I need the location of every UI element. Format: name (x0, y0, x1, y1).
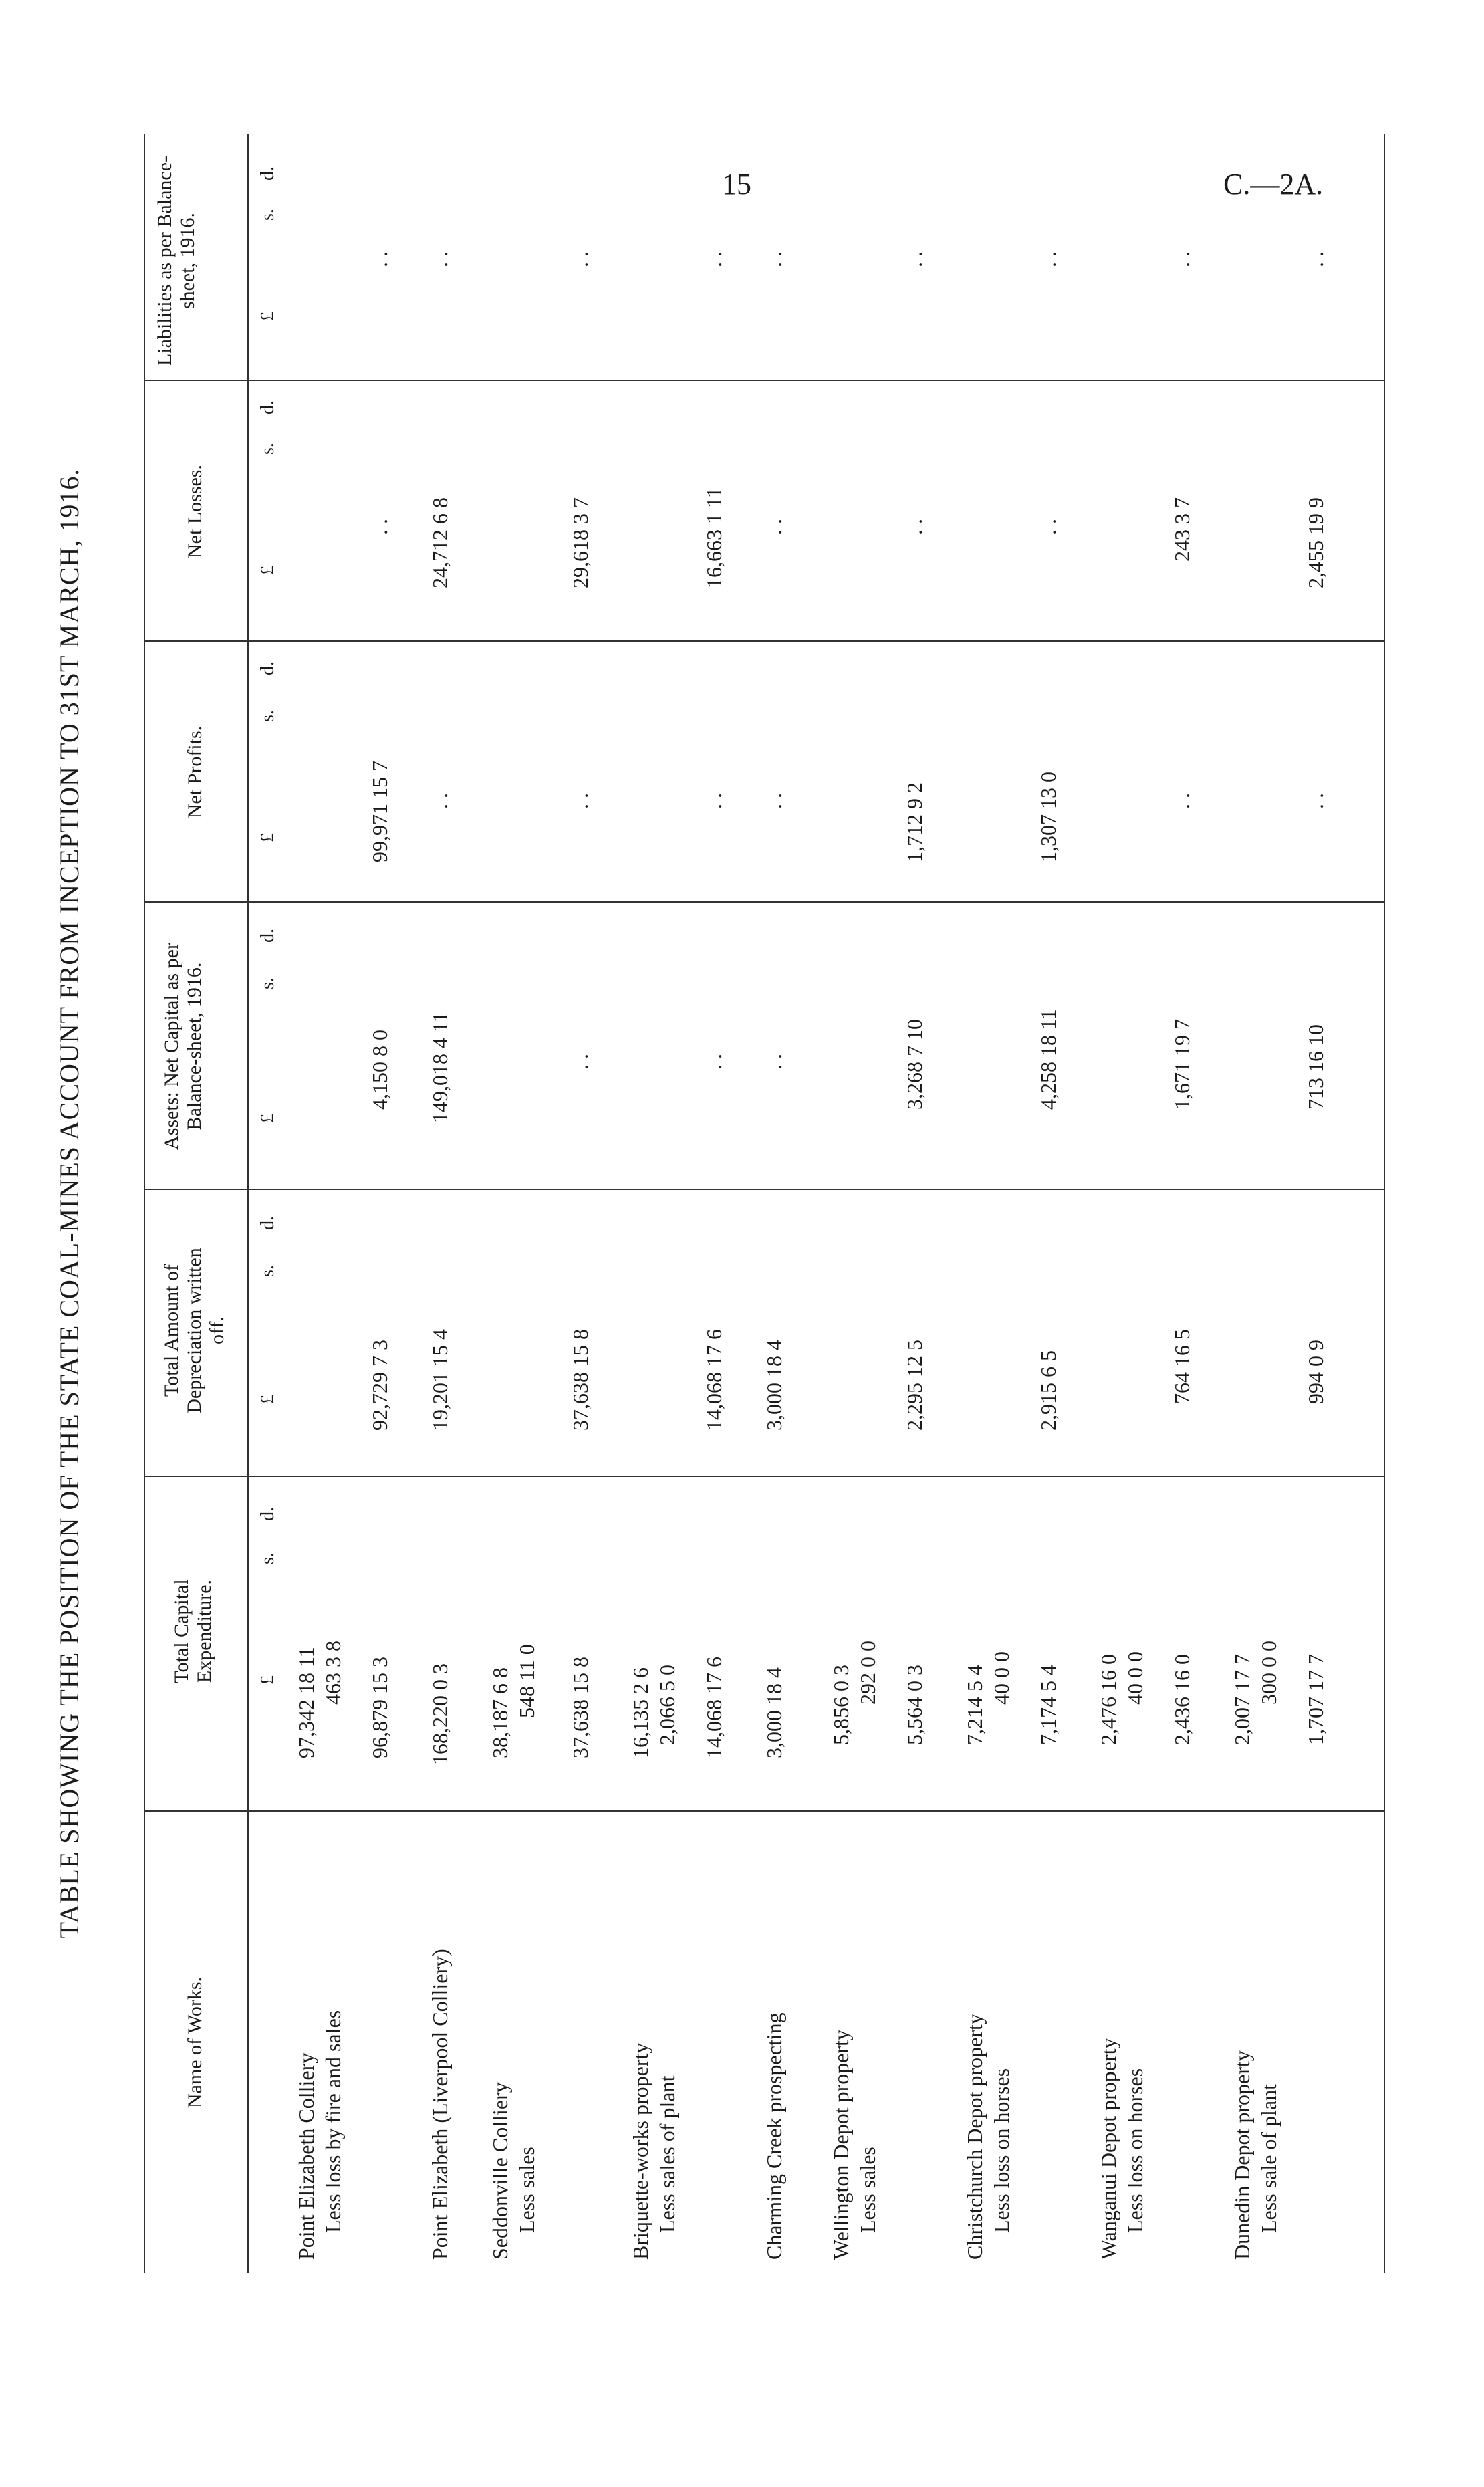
col-sep-3 (144, 1189, 1384, 1191)
cap-line1: 168,220 0 3 (428, 1663, 452, 1765)
unit-pence: d. (257, 1507, 278, 1521)
col-sep-1 (144, 1811, 1384, 1812)
profit-value: . . (1304, 793, 1328, 809)
cap-total: 7,174 5 4 (1036, 1665, 1060, 1745)
unit-shilling: s. (257, 1552, 278, 1564)
unit-pence: d. (257, 661, 278, 675)
cap-total: 2,436 16 0 (1170, 1654, 1194, 1745)
row-name: Christchurch Depot property Less loss on horses (963, 2014, 1013, 2260)
assets-value: . . (568, 1054, 592, 1070)
unit-pence: d. (257, 400, 278, 414)
cap-total: 5,564 0 3 (902, 1665, 926, 1745)
row-name: Seddonville Colliery Less sales (488, 2082, 539, 2260)
loss-value: . . (762, 519, 786, 535)
header-top-rule (144, 134, 145, 2273)
depreciation-value: 14,068 17 6 (702, 1329, 726, 1431)
assets-value: 1,671 19 7 (1170, 1019, 1194, 1110)
assets-value: 4,258 18 11 (1036, 1009, 1060, 1110)
page-number: 15 (722, 168, 751, 201)
assets-value: 713 16 10 (1304, 1024, 1328, 1110)
col-sep-4 (144, 902, 1384, 903)
liabilities-value: . . (1036, 251, 1060, 267)
cap-line2: 40 0 0 (1123, 1651, 1147, 1705)
profit-value: 1,712 9 2 (902, 782, 926, 862)
depreciation-value: 2,295 12 5 (902, 1340, 926, 1431)
unit-pound: £ (257, 1114, 278, 1123)
depreciation-value: 92,729 7 3 (368, 1340, 392, 1431)
row-name: Dunedin Depot property Less sale of plant (1230, 2050, 1281, 2260)
profit-value: 1,307 13 0 (1036, 772, 1060, 862)
unit-pence: d. (257, 929, 278, 943)
unit-pound: £ (257, 833, 278, 842)
rotated-table (53, 134, 1404, 2273)
cap-line2: 300 0 0 (1257, 1641, 1281, 1705)
liabilities-value: . . (702, 251, 726, 267)
liabilities-value: . . (1304, 251, 1328, 267)
cap-line2: 463 3 8 (321, 1641, 345, 1705)
col-sep-6 (144, 380, 1384, 382)
unit-shilling: s. (257, 977, 278, 989)
cap-line1: 38,187 6 8 (488, 1667, 512, 1758)
cap-total: 37,638 15 8 (568, 1657, 592, 1758)
cap-line1: 2,476 16 0 (1096, 1654, 1120, 1745)
cap-total: 14,068 17 6 (702, 1657, 726, 1758)
header-liabilities: Liabilities as per Balance-sheet, 1916. (154, 155, 199, 366)
depreciation-value: 2,915 6 5 (1036, 1350, 1060, 1431)
row-name: Point Elizabeth (Liverpool Colliery) (428, 1949, 452, 2260)
profit-value: . . (568, 793, 592, 809)
cap-line1: 5,856 0 3 (829, 1665, 853, 1745)
unit-shilling: s. (257, 710, 278, 722)
profit-value: . . (1170, 793, 1194, 809)
unit-pound: £ (257, 1675, 278, 1685)
col-sep-5 (144, 641, 1384, 642)
unit-shilling: s. (257, 1265, 278, 1277)
liabilities-value: . . (1170, 251, 1194, 267)
header-name-of-works: Name of Works. (184, 1976, 206, 2109)
loss-value: 2,455 19 9 (1304, 497, 1328, 588)
assets-value: 149,018 4 11 (428, 1012, 452, 1123)
cap-line2: 2,066 5 0 (655, 1665, 679, 1745)
unit-pence: d. (257, 1216, 278, 1230)
cap-line1: 2,007 17 7 (1230, 1654, 1254, 1745)
col-sep-2 (144, 1477, 1384, 1478)
loss-value: 16,663 1 11 (702, 487, 726, 588)
cap-line2: 548 11 0 (515, 1644, 539, 1718)
table-bottom-rule (1384, 134, 1385, 2273)
cap-line2: 292 0 0 (856, 1641, 880, 1705)
unit-shilling: s. (257, 209, 278, 221)
cap-line2: 40 0 0 (989, 1651, 1013, 1705)
profit-value: . . (762, 793, 786, 809)
loss-value: 243 3 7 (1170, 497, 1194, 562)
liabilities-value: . . (902, 251, 926, 267)
loss-value: 29,618 3 7 (568, 497, 592, 588)
unit-pound: £ (257, 566, 278, 575)
cap-line1: 97,342 18 11 (294, 1647, 318, 1758)
header-net-profits: Net Profits. (184, 725, 206, 819)
unit-pence: d. (257, 166, 278, 181)
assets-value: . . (702, 1054, 726, 1070)
profit-value: . . (428, 793, 452, 809)
loss-value: . . (1036, 519, 1060, 535)
depreciation-value: 37,638 15 8 (568, 1329, 592, 1431)
row-name: Briquette-works property Less sales of plant (628, 2042, 679, 2260)
unit-pound: £ (257, 312, 278, 321)
row-name: Wellington Depot property Less sales (829, 2029, 880, 2260)
row-name: Charming Creek prospecting (762, 2012, 786, 2260)
liabilities-value: . . (368, 251, 392, 267)
profit-value: 99,971 15 7 (368, 761, 392, 862)
cap-line1: 3,000 18 4 (762, 1667, 786, 1758)
row-name: Point Elizabeth Colliery Less loss by fire and sales (294, 2010, 345, 2260)
document-reference: C.—2A. (1223, 168, 1324, 201)
loss-value: 24,712 6 8 (428, 497, 452, 588)
depreciation-value: 764 16 5 (1170, 1329, 1194, 1404)
table-title: TABLE SHOWING THE POSITION OF THE STATE COAL-MINES ACCOUNT FROM INCEPTION TO 31ST MARCH, 1916. (54, 468, 84, 1939)
row-name: Wanganui Depot property Less loss on horses (1096, 2038, 1147, 2260)
header-assets: Assets: Net Capital as per Balance-sheet, 1916. (160, 943, 205, 1150)
assets-value: . . (762, 1054, 786, 1070)
cap-total: 96,879 15 3 (368, 1657, 392, 1758)
unit-pound: £ (257, 1395, 278, 1404)
depreciation-value: 3,000 18 4 (762, 1340, 786, 1431)
liabilities-value: . . (762, 251, 786, 267)
header-depreciation: Total Amount of Depreciation written off. (160, 1248, 228, 1413)
assets-value: 3,268 7 10 (902, 1019, 926, 1110)
profit-value: . . (702, 793, 726, 809)
liabilities-value: . . (568, 251, 592, 267)
liabilities-value: . . (428, 251, 452, 267)
assets-value: 4,150 8 0 (368, 1030, 392, 1110)
depreciation-value: 19,201 15 4 (428, 1329, 452, 1431)
cap-line1: 16,135 2 6 (628, 1667, 652, 1758)
depreciation-value: 994 0 9 (1304, 1340, 1328, 1404)
header-bottom-rule (247, 134, 249, 2273)
unit-shilling: s. (257, 443, 278, 455)
header-total-capital: Total Capital Expenditure. (170, 1579, 215, 1683)
cap-line1: 7,214 5 4 (963, 1665, 987, 1745)
cap-total: 1,707 17 7 (1304, 1654, 1328, 1745)
loss-value: . . (368, 519, 392, 535)
header-net-losses: Net Losses. (184, 465, 206, 558)
loss-value: . . (902, 519, 926, 535)
